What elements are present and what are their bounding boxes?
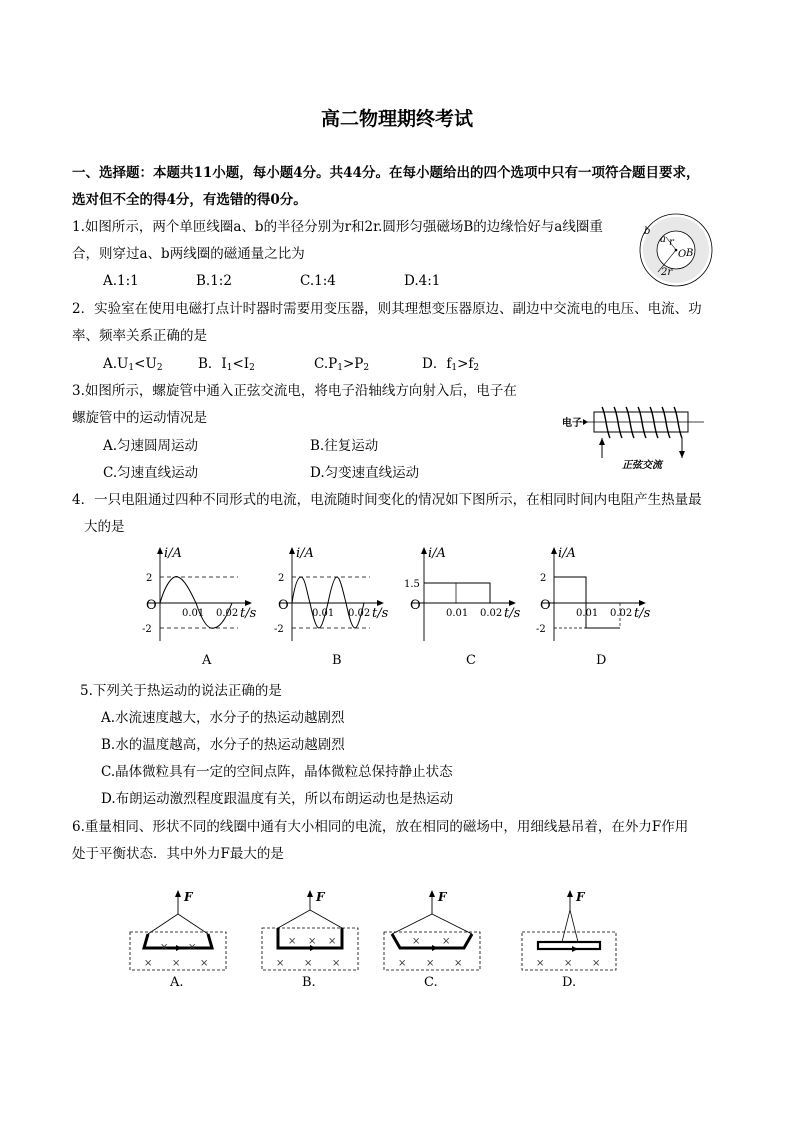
graph-b-tick-2: 2 [278, 573, 285, 584]
q5-option-c: C.晶体微粒具有一定的空间点阵，晶体微粒总保持静止状态 [101, 764, 453, 780]
q2-option-a: $A.U_1<U_2$ [103, 356, 163, 373]
svg-text:×: × [188, 942, 197, 953]
svg-text:×: × [564, 958, 573, 969]
q6-label-a: A. [170, 975, 184, 990]
svg-text:×: × [328, 936, 337, 947]
q6-a-force: F [184, 890, 193, 904]
svg-text:×: × [332, 958, 341, 969]
q1-option-b: B.1:2 [196, 273, 232, 289]
q1-coil-figure [636, 210, 716, 290]
q6-coil-figures [120, 888, 630, 998]
page-title: 高二物理期终考试 [320, 108, 473, 130]
svg-text:×: × [412, 936, 421, 947]
q6-label-b: B. [302, 975, 316, 990]
svg-text:×: × [172, 958, 181, 969]
q3-stem-line1: 3.如图所示，螺旋管中通入正弦交流电，将电子沿轴线方向射入后，电子在 [72, 383, 517, 399]
graph-b-tick-002: 0.02 [348, 608, 371, 619]
graph-c-label: C [466, 653, 476, 668]
graph-d-tick-neg2: -2 [536, 624, 546, 635]
q2-option-b: B．$I_1<I_2$ [198, 356, 255, 373]
q3-option-b: B.往复运动 [310, 438, 379, 454]
svg-text:×: × [160, 942, 169, 953]
graph-b-xlabel: t/s [372, 606, 389, 621]
q1-stem-line2: 合，则穿过a、b两线圈的磁通量之比为 [72, 246, 305, 262]
q4-graph-d [534, 543, 659, 671]
graph-a-tick-neg2: -2 [142, 624, 152, 635]
graph-c-tick-15: 1.5 [404, 579, 420, 590]
svg-text:×: × [200, 958, 209, 969]
q4-stem-line2: 大的是 [84, 519, 125, 535]
graph-c-ylabel: i/A [428, 546, 446, 561]
graph-d-origin: O [540, 598, 551, 613]
q5-option-b: B.水的温度越高，水分子的热运动越剧烈 [101, 737, 345, 753]
svg-text:×: × [304, 958, 313, 969]
graph-b-label: B [332, 653, 342, 668]
graph-b-tick-001: 0.01 [312, 608, 335, 619]
q2-option-c: $C.P_1>P_2$ [314, 356, 370, 373]
q3-stem-line2: 螺旋管中的运动情况是 [72, 410, 207, 426]
q1-fig-label-bfield: B [686, 248, 694, 259]
q5-option-d: D.布朗运动激烈程度跟温度有关，所以布朗运动也是热运动 [101, 791, 454, 807]
graph-b-ylabel: i/A [296, 546, 314, 561]
q4-stem-line1: 4．一只电阻通过四种不同形式的电流，电流随时间变化的情况如下图所示，在相同时间内电阻产生热量最 [72, 492, 702, 508]
q1-option-a: A.1:1 [103, 273, 139, 289]
graph-d-tick-2: 2 [540, 573, 547, 584]
graph-b-origin: O [278, 598, 289, 613]
svg-text:×: × [454, 958, 463, 969]
svg-text:×: × [144, 958, 153, 969]
q1-fig-label-o: O [678, 249, 687, 260]
q6-label-c: C. [424, 975, 438, 990]
q4-graph-c [404, 543, 529, 671]
q1-stem-line1: 1.如图所示，两个单匝线圈a、b的半径分别为r和2r.圆形匀强磁场B的边缘恰好与a线圈重 [72, 219, 603, 235]
q3-solenoid-figure [562, 400, 712, 475]
q1-fig-label-r: r [669, 237, 674, 248]
q5-stem: 5.下列关于热运动的说法正确的是 [80, 683, 282, 699]
graph-c-origin: O [410, 598, 421, 613]
q6-c-force: F [438, 890, 447, 904]
q3-option-c: C.匀速直线运动 [103, 465, 199, 481]
graph-a-tick-002: 0.02 [216, 608, 239, 619]
section-heading-line1: 一、选择题：本题共11小题，每小题4分。共44分。在每小题给出的四个选项中只有一项符合题目要求， [72, 165, 700, 181]
graph-d-label: D [596, 653, 607, 668]
graph-d-xlabel: t/s [634, 606, 651, 621]
q3-fig-label-electron: 电子 [562, 418, 582, 429]
q4-graph-a [140, 543, 265, 671]
q3-fig-caption: 正弦交流 [622, 460, 662, 471]
graph-a-xlabel: t/s [240, 606, 257, 621]
q1-fig-label-a: a [660, 234, 666, 245]
graph-c-tick-002: 0.02 [480, 608, 503, 619]
graph-c-tick-001: 0.01 [446, 608, 469, 619]
q6-d-force: F [576, 890, 585, 904]
svg-text:×: × [288, 936, 297, 947]
q6-b-force: F [316, 890, 325, 904]
q1-fig-label-2r: 2r [661, 267, 673, 278]
svg-text:×: × [592, 958, 601, 969]
graph-a-tick-001: 0.01 [182, 608, 205, 619]
svg-text:×: × [536, 958, 545, 969]
graph-c-xlabel: t/s [504, 606, 521, 621]
graph-b-tick-neg2: -2 [274, 624, 284, 635]
svg-text:×: × [442, 936, 451, 947]
q2-option-d: D．$f_1>f_2$ [422, 356, 480, 373]
graph-a-origin: O [146, 598, 157, 613]
q6-stem-line1: 6.重量相同、形状不同的线圈中通有大小相同的电流，放在相同的磁场中，用细线悬吊着，在外力F作用 [72, 819, 689, 835]
graph-a-tick-2: 2 [146, 573, 153, 584]
q2-stem-line2: 率、频率关系正确的是 [72, 328, 207, 344]
q5-option-a: A.水流速度越大，水分子的热运动越剧烈 [101, 710, 345, 726]
q3-option-a: A.匀速圆周运动 [103, 438, 199, 454]
q6-stem-line2: 处于平衡状态．其中外力F最大的是 [72, 846, 284, 862]
graph-d-tick-002: 0.02 [610, 608, 633, 619]
svg-text:×: × [398, 958, 407, 969]
graph-d-tick-001: 0.01 [576, 608, 599, 619]
graph-a-ylabel: i/A [164, 546, 182, 561]
q1-option-d: D.4:1 [404, 273, 441, 289]
svg-text:×: × [308, 936, 317, 947]
q4-graph-b [272, 543, 397, 671]
q6-label-d: D. [562, 975, 577, 990]
q1-option-c: C.1:4 [300, 273, 336, 289]
graph-d-ylabel: i/A [558, 546, 576, 561]
section-heading-line2: 选对但不全的得4分，有选错的得0分。 [72, 192, 307, 208]
q1-fig-label-b: b [644, 226, 651, 237]
q2-stem-line1: 2．实验室在使用电磁打点计时器时需要用变压器，则其理想变压器原边、副边中交流电的电压、电流、功 [72, 301, 702, 317]
graph-a-label: A [202, 653, 212, 668]
svg-text:×: × [276, 958, 285, 969]
svg-text:×: × [426, 958, 435, 969]
q3-option-d: D.匀变速直线运动 [310, 465, 420, 481]
